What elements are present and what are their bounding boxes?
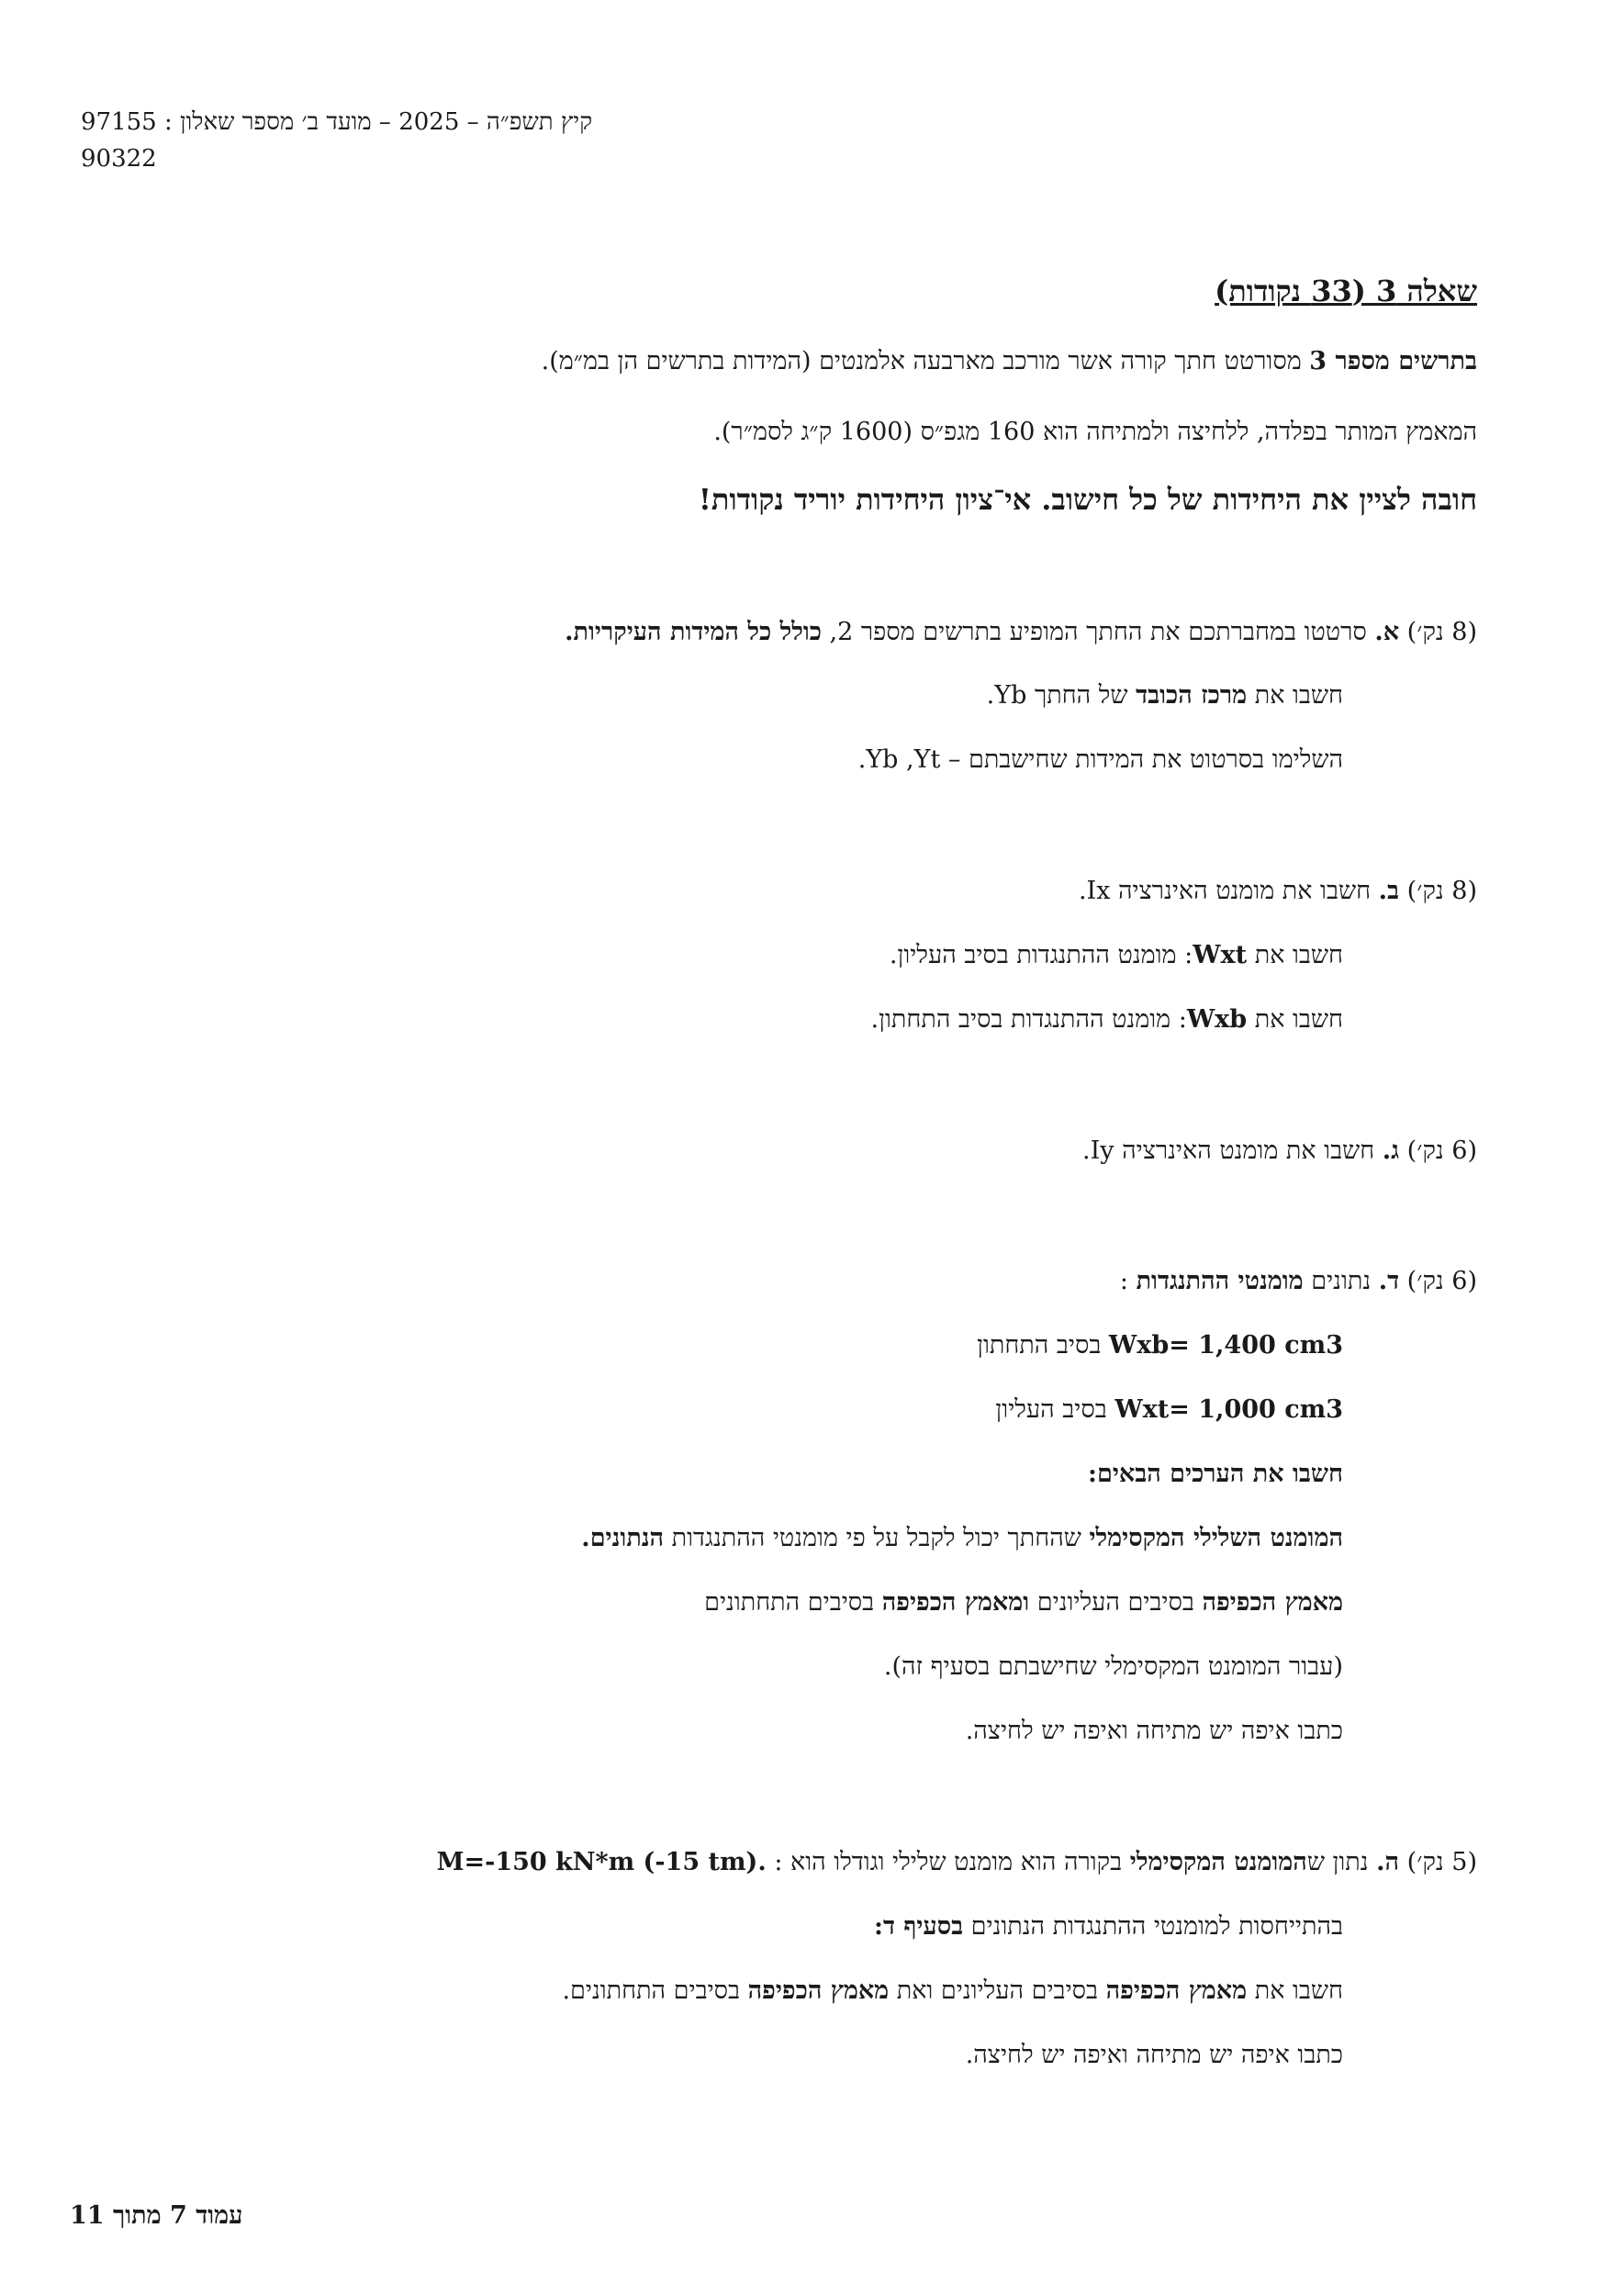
part-e-sub2-c: בסיבים העליונים ואת	[889, 1976, 1106, 2005]
part-b-text: חשבו את מומנט האינרציה Ix.	[1078, 877, 1379, 905]
part-e-moment-value: M=-150 kN*m (-15 tm).	[436, 1848, 767, 1876]
part-a-sub1-end: של החתך Yb.	[986, 681, 1137, 710]
question-intro-2: המאמץ המותר בפלדה, ללחיצה ולמתיחה הוא 160 מגפ״ס (1600 ק״ג לסמ״ר).	[713, 418, 1477, 446]
part-a-text-bold: כולל כל המידות העיקריות.	[565, 618, 822, 646]
part-d-text-bold: מומנטי ההתנגדות	[1136, 1267, 1304, 1295]
part-e-text-a: נתון ש	[1306, 1848, 1377, 1876]
part-d-item2-text2: בסיבים התחתונים	[704, 1588, 882, 1617]
part-d-given-wxb	[977, 1331, 1343, 1360]
part-e-line	[437, 1848, 1477, 1876]
part-b-sub1-bold: Wxt	[1193, 941, 1248, 969]
part-d-line	[1120, 1267, 1477, 1295]
part-c-text: חשבו את מומנט האינרציה Iy.	[1082, 1136, 1383, 1165]
part-e-sub1-text: בהתייחסות למומנטי ההתנגדות הנתונים	[963, 1912, 1343, 1941]
part-a-sub1-bold: מרכז הכובד	[1136, 681, 1248, 710]
part-e-sub2-a: חשבו את	[1247, 1976, 1343, 2005]
part-b-line	[1079, 877, 1477, 905]
page-number: עמוד 7 מתוך 11	[70, 2201, 243, 2230]
part-b-letter: ב.	[1378, 877, 1400, 905]
part-e-points: (5 נק׳)	[1406, 1848, 1477, 1876]
part-d-item1	[581, 1524, 1343, 1552]
part-d-item2-text1: בסיבים העליונים	[1029, 1588, 1203, 1617]
part-a-sub1-text: חשבו את	[1247, 681, 1343, 710]
part-e-sub2-bold1: מאמץ הכפיפה	[1105, 1976, 1248, 2005]
part-d-letter: ד.	[1378, 1267, 1400, 1295]
wxb-value: Wxb= 1,400 cm3	[1108, 1331, 1343, 1360]
intro-text: מסורטט חתך קורה אשר מורכב מארבעה אלמנטים (המידות בתרשים הן במ״מ).	[541, 347, 1310, 375]
part-d-points: (6 נק׳)	[1406, 1267, 1477, 1295]
part-b-sub2-end: : מומנט ההתנגדות בסיב התחתון.	[870, 1005, 1187, 1034]
wxt-label: בסיב העליון	[995, 1395, 1115, 1424]
part-e-letter: ה.	[1376, 1848, 1400, 1876]
part-d-text: נתונים	[1303, 1267, 1379, 1295]
question-title: שאלה 3 (33 נקודות)	[1215, 274, 1477, 308]
part-d-given-wxt	[995, 1395, 1343, 1424]
part-d-item2-bold2: ומאמץ הכפיפה	[881, 1588, 1030, 1617]
part-b-sub1	[890, 941, 1343, 969]
part-e-text-bold: המומנט המקסימלי	[1129, 1848, 1307, 1876]
part-b-sub2-bold: Wxb	[1186, 1005, 1248, 1034]
wxt-value: Wxt= 1,000 cm3	[1114, 1395, 1343, 1424]
part-a-letter: א.	[1374, 618, 1400, 646]
part-a-line	[565, 618, 1477, 646]
part-b-sub1-end: : מומנט ההתנגדות בסיב העליון.	[889, 941, 1193, 969]
part-b-points: (8 נק׳)	[1406, 877, 1477, 905]
part-b-sub2-text: חשבו את	[1247, 1005, 1343, 1034]
part-c-points: (6 נק׳)	[1406, 1136, 1477, 1165]
part-a-sub2: השלימו בסרטוט את המידות שחישבתם – Yb ,Yt.	[857, 745, 1343, 774]
part-c-line	[1082, 1136, 1477, 1165]
part-d-item1-end: הנתונים.	[581, 1524, 665, 1552]
exam-header-line2: 90322	[81, 145, 157, 173]
question-intro-1	[542, 347, 1477, 375]
part-a-text: סרטטו במחברתכם את החתך המופיע בתרשים מספר 2,	[821, 618, 1375, 646]
part-d-item3: (עבור המומנט המקסימלי שחישבתם בסעיף זה).	[883, 1652, 1343, 1681]
part-d-text-end: :	[1119, 1267, 1137, 1295]
part-d-item2-bold1: מאמץ הכפיפה	[1202, 1588, 1343, 1617]
part-d-calc-title: חשבו את הערכים הבאים:	[1088, 1460, 1343, 1488]
part-e-sub2-bold2: מאמץ הכפיפה	[747, 1976, 890, 2005]
intro-figure-ref: בתרשים מספר 3	[1309, 347, 1477, 375]
part-e-text-c: בקורה הוא מומנט שלילי וגודלו הוא :	[766, 1848, 1130, 1876]
part-b-sub1-text: חשבו את	[1247, 941, 1343, 969]
exam-header-line1: קיץ תשפ״ה – 2025 – מועד ב׳ מספר שאלון : 97155	[81, 108, 593, 136]
units-warning: חובה לציין את היחידות של כל חישוב. אי־ציון היחידות יוריד נקודות!	[698, 482, 1477, 517]
wxb-label: בסיב התחתון	[977, 1331, 1109, 1360]
part-d-item2	[704, 1588, 1343, 1617]
part-e-sub3: כתבו איפה יש מתיחה ואיפה יש לחיצה.	[965, 2041, 1343, 2069]
part-c-letter: ג.	[1382, 1136, 1400, 1165]
part-e-sub1-bold: בסעיף ד:	[874, 1912, 964, 1941]
part-b-sub2	[871, 1005, 1343, 1034]
part-a-points: (8 נק׳)	[1406, 618, 1477, 646]
part-d-item1-bold: המומנט השלילי המקסימלי	[1089, 1524, 1343, 1552]
part-a-sub1	[987, 681, 1343, 710]
part-d-item4: כתבו איפה יש מתיחה ואיפה יש לחיצה.	[965, 1717, 1343, 1745]
part-e-sub2	[562, 1976, 1343, 2005]
part-e-sub1	[874, 1912, 1343, 1941]
part-d-item1-text: שהחתך יכול לקבל על פי מומנטי ההתנגדות	[664, 1524, 1090, 1552]
part-e-sub2-e: בסיבים התחתונים.	[562, 1976, 748, 2005]
